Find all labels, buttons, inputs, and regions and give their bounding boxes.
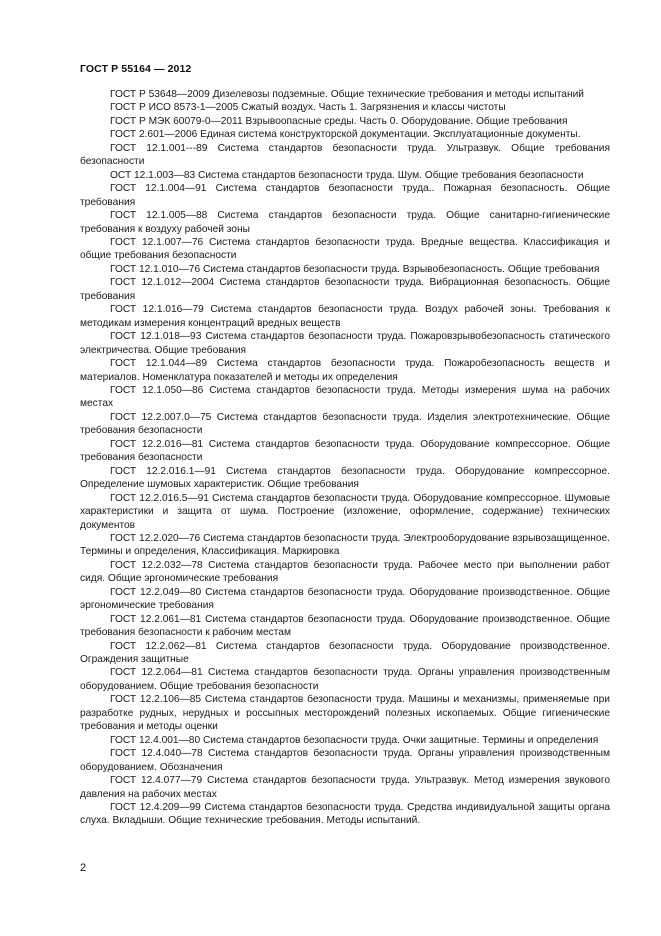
reference-item: ГОСТ Р МЭК 60079-0—2011 Взрывоопасные среды. Часть 0. Оборудование. Общие требования [110, 115, 568, 127]
normative-references-list [80, 88, 610, 828]
reference-item: ГОСТ 12.1.018—93 Система стандартов безопасности труда. Пожаровзрывобезопасность статического электричества. Общие требования [80, 331, 610, 356]
reference-item: ОСТ 12.1.003—83 Система стандартов безопасности труда. Шум. Общие требования безопасности [110, 169, 584, 181]
reference-item: ГОСТ 12.1.007—76 Система стандартов безопасности труда. Вредные вещества. Классификация и общие требования безопасности [80, 236, 610, 262]
reference-item: ГОСТ 12.1.010—76 Система стандартов безопасности труда. Взрывобезопасность. Общие требования [110, 263, 600, 275]
reference-item: ГОСТ 12.2.016—81 Система стандартов безопасности труда. Оборудование компрессорное. Общие требования безопасности [80, 438, 610, 464]
reference-item: ГОСТ 12.1.005—88 Система стандартов безопасности труда. Общие санитарно-гигиенические требования к воздуху рабочей зоны [80, 210, 610, 235]
reference-item: ГОСТ 12.1.004—91 Система стандартов безопасности труда.. Пожарная безопасность. Общие требования [80, 183, 610, 208]
reference-item: ГОСТ 12.2.007.0—75 Система стандартов безопасности труда. Изделия электротехнические. Общие требования безопасности [80, 411, 610, 437]
reference-item: ГОСТ 12.1.016—79 Система стандартов безопасности труда. Воздух рабочей зоны. Требования к методикам измерения концентраций вредных веществ [80, 304, 610, 329]
reference-item: ГОСТ 12.1.012—2004 Система стандартов безопасности труда. Вибрационная безопасность. Общие требования [80, 277, 610, 302]
reference-item: ГОСТ 12.2.016.1—91 Система стандартов безопасности труда. Оборудование компрессорное. Определение шумовых характеристик. Общие требования [80, 465, 610, 491]
reference-item: ГОСТ 12.2.106—85 Система стандартов безопасности труда. Машины и механизмы, применяемые при разработке рудных, нерудных и россыпных месторождений полезных ископаемых. Общие гигиенические требования и методы оценки [80, 694, 610, 733]
reference-item: ГОСТ 12.4.209—99 Система стандартов безопасности труда. Средства индивидуальной защиты органа слуха. Вкладыши. Общие технические требования. Методы испытаний. [80, 802, 610, 827]
reference-item: ГОСТ 12.2.064—81 Система стандартов безопасности труда. Органы управления производственным оборудованием. Общие требования безопасности [80, 667, 610, 692]
reference-item: ГОСТ 12.2.062—81 Система стандартов безопасности труда. Оборудование производственное. Ограждения защитные [80, 640, 610, 666]
page-number: 2 [80, 862, 87, 874]
reference-item: ГОСТ 2.601—2006 Единая система конструкторской документации. Эксплуатационные документы. [110, 129, 581, 141]
reference-item: ГОСТ 12.1.050—86 Система стандартов безопасности труда. Методы измерения шума на рабочих местах [80, 384, 610, 410]
reference-item: ГОСТ 12.2.016.5—91 Система стандартов безопасности труда. Оборудование компрессорное. Шумовые характеристики и защита от шума. Построение (изложение, оформление, содержание) технических документов [80, 492, 610, 531]
reference-item: ГОСТ Р ИСО 8573-1—2005 Сжатый воздух. Часть 1. Загрязнения и классы чистоты [110, 102, 506, 114]
reference-item: ГОСТ 12.4.001—80 Система стандартов безопасности труда. Очки защитные. Термины и определения [110, 734, 599, 746]
reference-item: ГОСТ 12.2.020—76 Система стандартов безопасности труда. Электрооборудование взрывозащищенное. Термины и определения, Классификация. Маркировка [80, 532, 610, 558]
reference-item: ГОСТ 12.2.049—80 Система стандартов безопасности труда. Оборудование производственное. Общие эргономические требования [80, 586, 610, 612]
page-header-standard-number: ГОСТ Р 55164 — 2012 [80, 63, 192, 75]
reference-item: ГОСТ 12.2.061—81 Система стандартов безопасности труда. Оборудование производственное. Общие требования безопасности к рабочим местам [80, 613, 610, 639]
reference-item: ГОСТ Р 53648—2009 Дизелевозы подземные. Общие технические требования и методы испытаний [110, 89, 584, 100]
reference-item: ГОСТ 12.4.077—79 Система стандартов безопасности труда. Ультразвук. Метод измерения звукового давления на рабочих местах [80, 775, 610, 800]
reference-item: ГОСТ 12.2.032—78 Система стандартов безопасности труда. Рабочее место при выполнении работ сидя. Общие эргономические требования [80, 559, 610, 585]
reference-item: ГОСТ 12.1.044—89 Система стандартов безопасности труда. Пожаробезопасность веществ и материалов. Номенклатура показателей и методы их определения [80, 358, 610, 383]
reference-item: ГОСТ 12.1.001---89 Система стандартов безопасности труда. Ультразвук. Общие требования безопасности [80, 142, 610, 168]
reference-item: ГОСТ 12.4.040—78 Система стандартов безопасности труда. Органы управления производственным оборудованием. Обозначения [80, 748, 610, 773]
